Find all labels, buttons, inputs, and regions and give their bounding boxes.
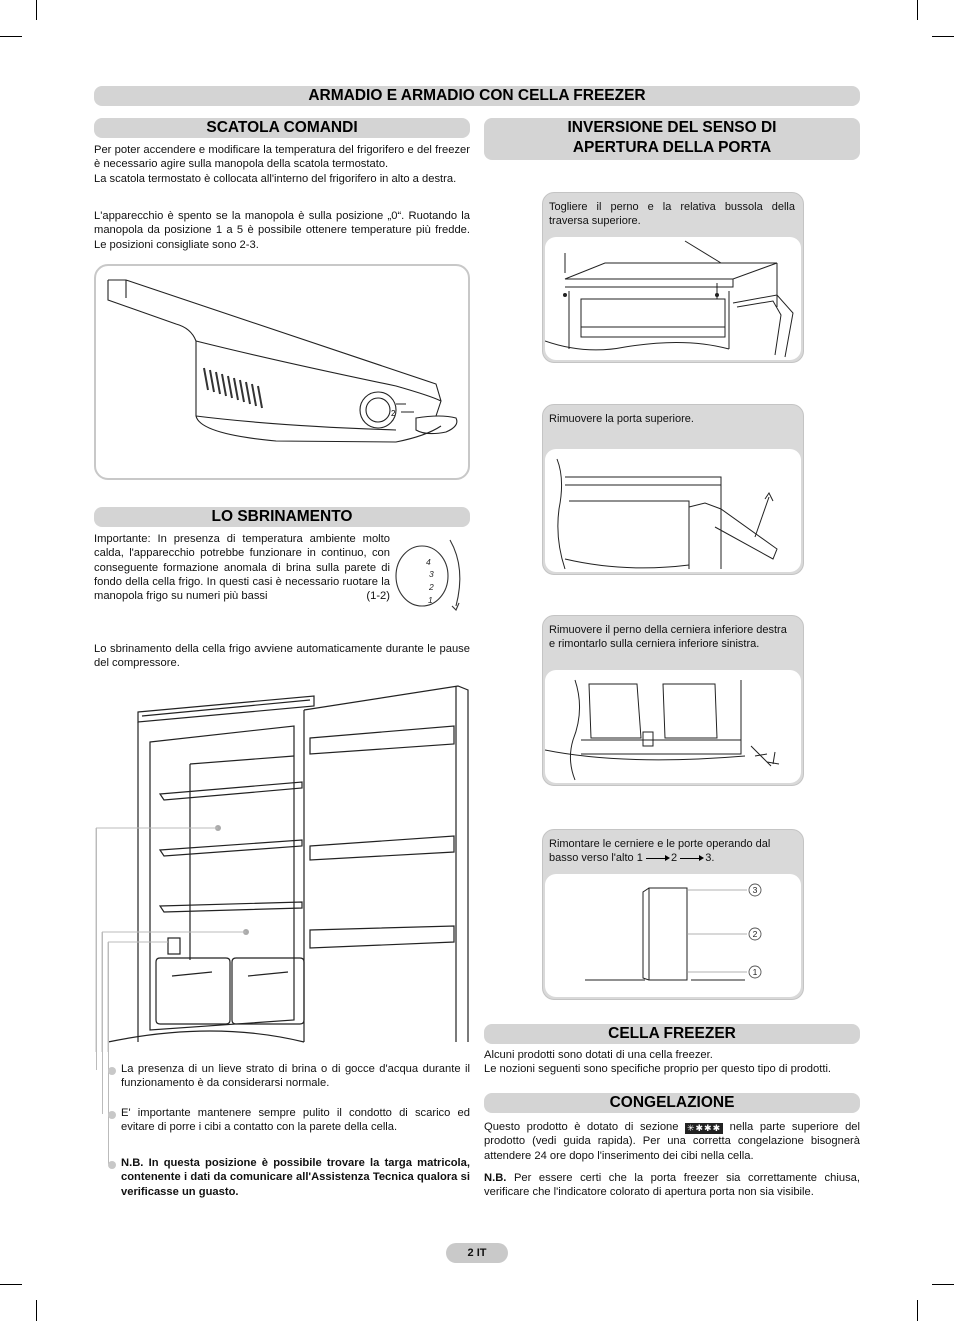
page-number: 2 IT [446, 1243, 508, 1263]
arrow-icon [680, 858, 702, 859]
page-title: ARMADIO E ARMADIO CON CELLA FREEZER [94, 86, 860, 106]
fridge-interior-illustration [94, 680, 472, 1052]
step-caption-4-text: Rimontare le cerniere e le porte operando dal basso verso l'alto 1 [549, 838, 771, 864]
arrow-icon [646, 858, 668, 859]
dial-number-1: 1 [428, 595, 433, 605]
congelazione-text-after: nella parte superiore del prodotto (vedi guida rapida). Per una corretta congelazione bisognerà attendere 24 ore dopo l'inserimento dei cibi nella cella. [484, 1121, 861, 1162]
marker-3: 3 [752, 885, 758, 895]
step-caption-3: Rimuovere il perno della cerniera inferiore destra e rimontarlo sulla cerniera inferiore sinistra. [549, 624, 787, 650]
freezer-paragraph-2: Le nozioni seguenti sono specifiche proprio per questo tipo di prodotti. [484, 1063, 832, 1075]
scatola-paragraph-2: La scatola termostato è collocata all'interno del frigorifero in alto a destra. [94, 173, 457, 185]
note-1: La presenza di un lieve strato di brina o di gocce d'acqua durante il funzionamento è da considerarsi normale. [121, 1063, 470, 1090]
note-bullet [108, 1067, 116, 1075]
note-3: N.B. In questa posizione è possibile trovare la targa matricola, contenente i dati da comunicare all'Assistenza Tecnica qualora si verificasse un guasto. [121, 1157, 470, 1198]
note-connector [108, 942, 109, 1164]
note-bullet [108, 1111, 116, 1119]
section-title-scatola: SCATOLA COMANDI [94, 118, 470, 138]
nb-label: N.B. [484, 1172, 507, 1184]
dial-number-4: 4 [426, 557, 431, 567]
nb-text: Per essere certi che la porta freezer sia correttamente chiusa, verificare che l'indicatore colorato di apertura porta non sia visibile. [484, 1172, 861, 1199]
step-caption-1: Togliere il perno e la relativa bussola della traversa superiore. [549, 201, 795, 227]
sbrinamento-paragraph-1-text: Importante: In presenza di temperatura ambiente molto calda, l'apparecchio potrebbe funzionare in continuo, con conseguente formazione anomala di brina sulla parete di fondo della cella frigo. In questi casi è necessario ruotare la manopola frigo su numeri più bassi [94, 533, 390, 603]
congelazione-nb [484, 1171, 860, 1200]
section-title-inversione [484, 118, 860, 160]
crop-mark [0, 36, 22, 37]
step-caption-4 [549, 837, 795, 865]
crop-mark [917, 1300, 918, 1321]
crop-mark [36, 0, 37, 20]
marker-1: 1 [752, 967, 758, 977]
sbrinamento-paragraph-1 [94, 532, 390, 603]
step-card-2 [542, 404, 804, 575]
thermostat-knob-label: 2 [391, 409, 396, 418]
section-title-congelazione: CONGELAZIONE [484, 1093, 860, 1113]
note-2: E' importante mantenere sempre pulito il condotto di scarico ed evitare di porre i cibi a contatto con la parete della cella. [121, 1107, 470, 1134]
marker-2: 2 [752, 929, 758, 939]
step-illustration-4 [545, 874, 801, 997]
section-title-sbrinamento: LO SBRINAMENTO [94, 507, 470, 527]
note-connector [96, 828, 97, 1070]
inversione-title-line-2: APERTURA DELLA PORTA [572, 139, 772, 156]
step-illustration-2 [545, 449, 801, 572]
dial-number-2: 2 [429, 582, 434, 592]
crop-mark [932, 1284, 954, 1285]
scatola-paragraph-3: L'apparecchio è spento se la manopola è sulla posizione „0“. Ruotando la manopola da posizione 1 a 5 è possibile ottenere temperature più fredde. Le posizioni consigliate sono 2-3. [94, 210, 470, 251]
crop-mark [36, 1300, 37, 1321]
note-connector [102, 932, 103, 1114]
sbrinamento-paragraph-2: Lo sbrinamento della cella frigo avviene automaticamente durante le pause del compressore. [94, 643, 470, 670]
step-illustration-1 [545, 237, 801, 360]
dial-illustration [392, 528, 468, 616]
step-illustration-3 [545, 670, 801, 783]
inversione-title-line-1: INVERSIONE DEL SENSO DI [567, 119, 777, 136]
step-caption-2: Rimuovere la porta superiore. [549, 413, 694, 425]
crop-mark [0, 1284, 22, 1285]
step-card-3 [542, 615, 804, 786]
step-caption-4-mid: 2 [670, 852, 678, 864]
freezer-paragraph-1: Alcuni prodotti sono dotati di una cella freezer. [484, 1049, 713, 1061]
section-title-freezer: CELLA FREEZER [484, 1024, 860, 1044]
scatola-paragraph-1: Per poter accendere e modificare la temperatura del frigorifero e del freezer è necessario agire sulla manopola della scatola termostato. [94, 144, 470, 171]
crop-mark [917, 0, 918, 20]
congelazione-paragraph [484, 1120, 860, 1163]
crop-mark [932, 36, 954, 37]
dial-number-3: 3 [429, 569, 434, 579]
step-card-1 [542, 192, 804, 363]
freezer-star-icon: ✳✱✱✱ [686, 1123, 722, 1133]
note-bullet [108, 1161, 116, 1169]
thermostat-illustration [94, 264, 470, 480]
step-caption-4-end: 3. [705, 852, 715, 864]
step-card-4 [542, 829, 804, 1000]
sbrinamento-reference: (1-2) [366, 590, 390, 603]
congelazione-text-before: Questo prodotto è dotato di sezione [484, 1121, 679, 1133]
